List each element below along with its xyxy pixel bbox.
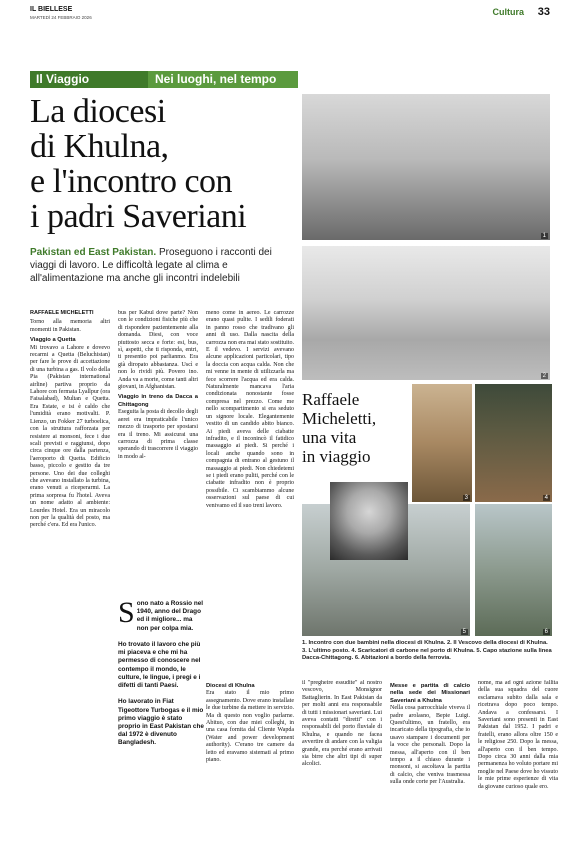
kicker-primary: Il Viaggio [30, 71, 148, 88]
paragraph: nome, ma ad ogni azione fallita della sua squadra del cuore esclamava subito dalla sala e ricetrava dopo poco tempo. Andava a confessarsi. I Saveriani sono presenti in East Pakistan dal 1952. I padri e fratelli, erano allora oltre 150 e le religiose 250. Dopo la messa, all'aperto con il ben tempo. Dopo circa 30 anni dalla mia permanenza ho voluto portare mi moglie nel Paese dove ho vissuto le mie prime esperienze di vita da giovane curioso quale ero. [478, 680, 558, 790]
headline [30, 94, 295, 234]
headline-line: i padri Saveriani [30, 198, 247, 235]
subheading: Diocesi di Khulna [206, 683, 255, 689]
paragraph: bus per Kabul dove parte? Non con le condizioni fisiche più che di rispondere pazientemente alla domanda. Diesi, con voce piuttosto secca e forte: esi, bus, sì, aspetti, che ti risponda, entri, ti presentio poi parlianmo. Era già diropato abbastanza. Uscì e non lo rividi più. Povero ino. Anda va a morte, come tanti altri giovani, in Afghanistan. [118, 310, 198, 391]
photo-railway-homes [475, 504, 552, 636]
article-column-6 [390, 680, 470, 835]
subheading: Messe e partita di calcio nella sede dei Missionari Saveriani a Khulna [390, 683, 470, 704]
author-box-line: una vita [302, 428, 357, 447]
photo-caption: 1. Incontro con due bambini nella diocesi di Khulna. 2. Il Vescovo della diocesi di Khulna. 3. L'ultimo posto. 4. Scaricatori di carbone nel porto di Khulna. 5. Capo stazione sulla linea Dacca-Chittagong. 6. Abitazioni a bordo della ferrovia. [302, 640, 552, 661]
deck-lead: Pakistan ed East Pakistan. [30, 247, 157, 258]
photo-number: 5 [462, 629, 466, 635]
article-column-4 [206, 680, 294, 835]
page-number: 33 [537, 6, 550, 18]
author-box-title [302, 390, 408, 466]
article-column-7 [478, 680, 558, 835]
photo-number: 1 [542, 233, 546, 239]
article-column-3 [206, 310, 294, 640]
newspaper-name: IL BIELLESE [30, 6, 73, 13]
headline-line: di Khulna, [30, 128, 169, 165]
kicker-bar [30, 71, 298, 88]
subheading: Viaggio a Quetta [30, 337, 76, 344]
author-box-line: in viaggio [302, 447, 371, 466]
photo-children [302, 94, 550, 240]
author-box-line: Raffaele [302, 390, 360, 409]
masthead [30, 4, 550, 28]
drop-cap: S [118, 596, 135, 629]
photo-last-post [412, 384, 472, 502]
article-column-1 [30, 310, 110, 835]
author-box-line: Micheletti, [302, 409, 377, 428]
article-column-2 [118, 310, 201, 835]
photo-number: 4 [544, 495, 548, 501]
paragraph: meno come in aereo. Le carrozze erano quasi pulite. I sedili foderati in panno rosso che tradivano gli anni di uso. Dalla nascita della carrozza non era mai stato sostituito. E il vedevo. I servizi avevano alcune applicazioni particolari, tipo la doccia con acqua calda. Non che mi venne in mente di utilizzarla ma fece scorrere l'acqua ed era calda. Naturalmente mancava l'aria condizionata nonostante fosse compresa nel prezzo. Come me nello scompartimento si era seduto un signore locale. Elegantemente vestito di un candido abito bianco. Ai piedi aveva delle ciabatte infradito, e il inconincò il fatidico massaggio ai piedi. Si perché i locali anche quando sono in compagnia di entrano al gestuno il massaggio ai piedi. Non chiedetemi se i piedi erano puliti, perché con le ciabatte infradito non è proprio possibile. Ci scambiammo alcune osservazioni sul paese di cui venivamo ed il suo treni lavoro. [206, 310, 294, 509]
photo-number: 2 [542, 373, 546, 379]
kicker-secondary: Nei luoghi, nel tempo [148, 71, 298, 88]
headline-line: La diocesi [30, 93, 166, 130]
article-column-5 [302, 680, 382, 835]
deck [30, 246, 300, 285]
quote-text: Ho trovato il lavoro che più mi piaceva e che mi ha permesso di conoscere nel contempo il mondo, le culture, le lingue, i pregi e i difetti di tanti Paesi. [118, 641, 201, 690]
section-label: Cultura [492, 7, 524, 17]
author-portrait [330, 482, 408, 560]
author-quote [118, 596, 204, 748]
headline-line: e l'incontro con [30, 163, 233, 200]
byline: RAFFAELE MICHELETTI [30, 310, 94, 316]
subheading: Viaggio in treno da Dacca a Chittagong [118, 394, 198, 408]
quote-text: ono nato a Rossio nel 1940, anno del Drago ed il migliore... ma non per colpa mia. [136, 600, 204, 632]
photo-number: 6 [544, 629, 548, 635]
photo-coal-workers [475, 384, 552, 502]
deck-text: Proseguono i racconti dei viaggi di lavoro. Le difficoltà legate al clima e all'alimentazione ma anche gli incontri indelebili [30, 247, 272, 284]
author-box [302, 390, 408, 466]
issue-date: MARTEDÌ 24 FEBBRAIO 2026 [30, 15, 92, 20]
paragraph: Eseguita la posta di decollo degli aerei era impraticabile l'unico mezzo di trasporto per spostarsi era il treno. Mi assicurai una carrozza di prima classe sperando di trascorrere il viaggio in modo al- [118, 409, 198, 460]
paragraph: Torno alla memoria altri momenti in Pakistan. [30, 319, 110, 333]
paragraph: Mi trovavo a Lahore e dovevo recarmi a Quetta (Beluchistan) per fare le prove di accettazione di una turbina a gas. Il volo della Pia (Pakistan international airline) partiva proprio da Lahore con fermata Lyallpur (ora Faisalabad), Multan e Quetta. Era Estate, e isi è caldo che l'umidità erano motivalti. P. Lienzo, un Fokker 27 turboelica, con la struttura rafforzata per resistere ai monsoni, fece i due scali previsti e raggiunsi, dopo circa cinque ore dalla partenza, l'aeroporto di Quetta. Edificio basso, piccolo e gestito da tre persone. Uno dei due colleghi che avevano installato la turbina, erano venuti a riceperarmi. La prima sorpresa fu l'hotel. Aveva un nome adatto al ambiente: Lourdes Hotel. Era un miracolo non per la qualità del posto, ma perché c'era. Ed era l'unico. [30, 344, 110, 529]
quote-text: Ho lavorato in Fiat Tigeottore Turbogas e il mio primo viaggio è stato proprio in East Pakistan che dal 1972 è divenuto Bangladesh. [118, 698, 204, 747]
paragraph: il "pregheire essudite" al nostro vescovo, Monsignor Battaglierin. In East Pakistan da per molti anni era responsabile di tutti i missionari saveriani. Lui aveva contatti "diretti" con i responsabili del porto fluviale di Khulna, e quando ne facea avvertire di andare con la valigia grande, era perché erano arrivati sia birre che altri tipi di super alcolici. [302, 680, 382, 768]
photo-bishop-bicycle [302, 246, 550, 380]
paragraph: Nella cosa parrocchiale viveva il padre arolasno, Bepie Luigi. Quest'ultimo, un fratello, era incaricato della tipografia, che io usavo stampare i documenti per la voce che personali. Dopo la messa, all'aperto con il ben tempo a il chiaso durante i monsoni, si ascoltava la partita di calcio, che veniva trasmessa sulla onde corte per l'Australia. [390, 705, 470, 786]
photo-number: 3 [464, 495, 468, 501]
paragraph: Era stato il mio primo assegnamento. Dove erano installate le due turbine da mettere in servizio. Ma di questo non voglio parlarne. Abituo, con due miei colleghi, in una casa fornita dal Cliente Wapda (Water and power development authority). C'erano tre camere da letto ed eravamo sistemati al primo piano. [206, 690, 294, 764]
